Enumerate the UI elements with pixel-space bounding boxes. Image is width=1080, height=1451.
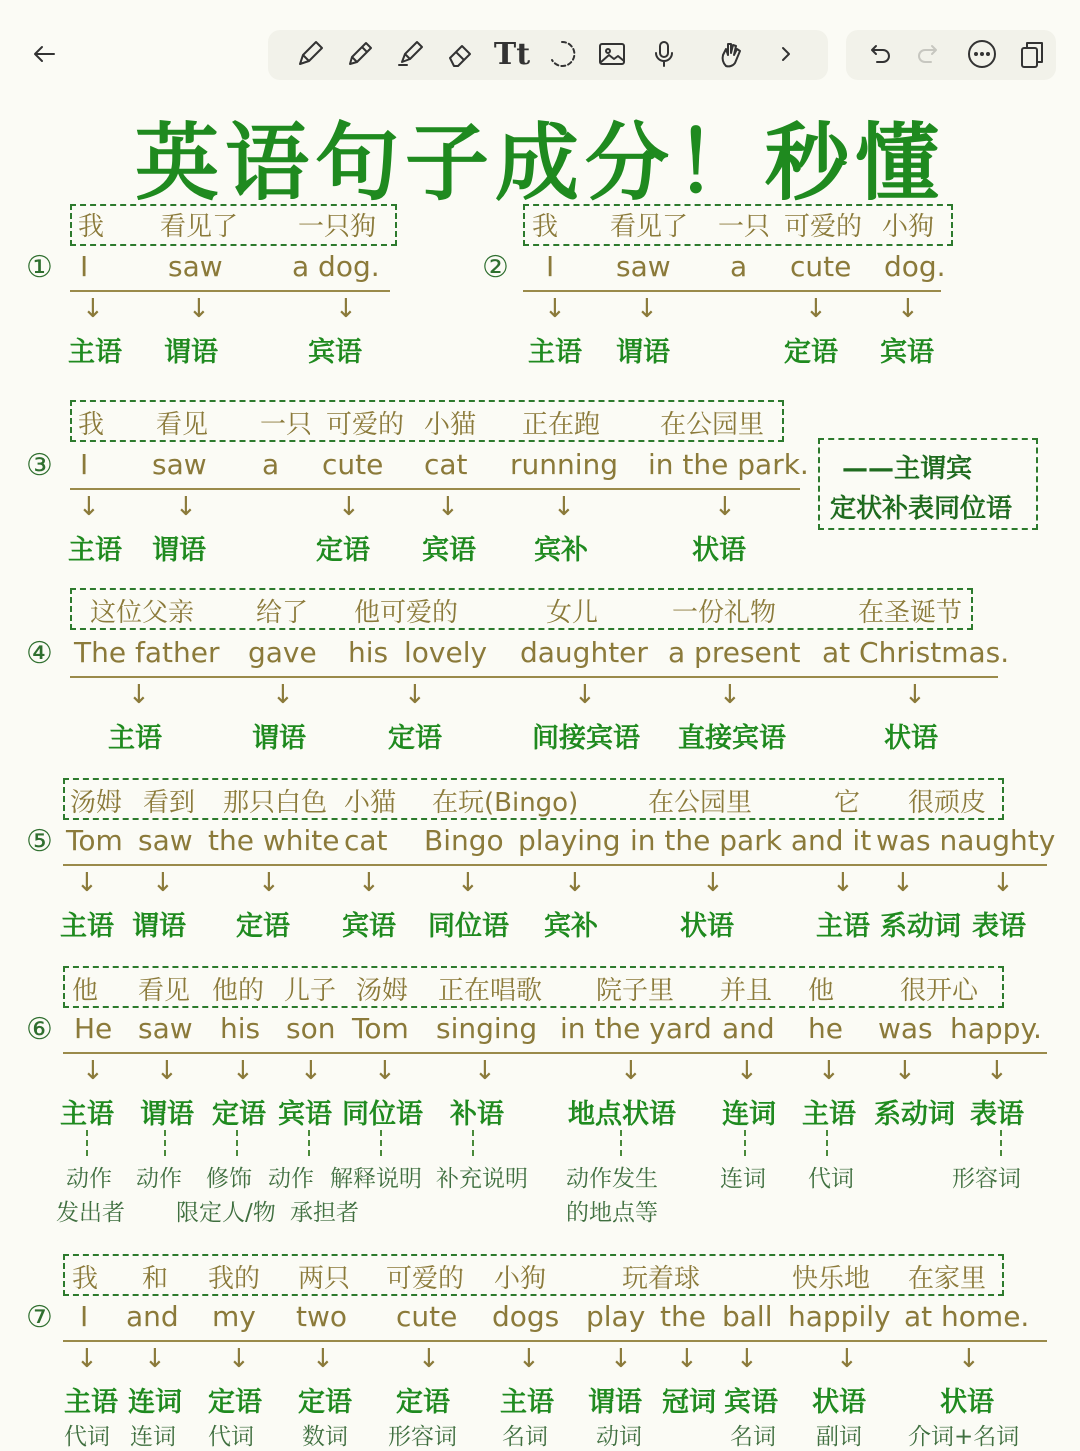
sentence-7-english-word: the [660, 1300, 706, 1333]
sentence-7-role-label: 冠词 [662, 1387, 716, 1418]
sentence-7-chinese-word: 在家里 [908, 1264, 987, 1294]
sentence-6-chinese-word: 并且 [720, 976, 773, 1006]
sentence-5-role-label: 状语 [680, 911, 734, 942]
down-arrow-icon: ↓ [719, 680, 741, 710]
sentence-7-note: 数词 [302, 1424, 348, 1450]
sentence-3-chinese-word: 看见 [156, 410, 209, 440]
sentence-4-role-label: 谓语 [252, 723, 306, 754]
sentence-4-role-label: 主语 [108, 723, 162, 754]
sentence-2-chinese-word: 小狗 [882, 212, 935, 242]
sentence-6-role-label: 地点状语 [568, 1099, 676, 1130]
microphone-icon[interactable] [646, 36, 682, 72]
sentence-6-note: 动作 [268, 1166, 314, 1192]
sentence-6-underline [63, 1052, 1047, 1054]
sentence-4-role-label: 定语 [388, 723, 442, 754]
sentence-5-role-label: 同位语 [428, 911, 509, 942]
sentence-6-english-word: was [878, 1012, 933, 1045]
sentence-3-role-label: 宾语 [422, 535, 476, 566]
sentence-5-english-word: the white [208, 824, 340, 857]
sentence-6-chinese-word: 正在唱歌 [438, 976, 543, 1006]
sentence-6-chinese-word: 他 [72, 976, 99, 1006]
dashed-connector [86, 1130, 88, 1156]
redo-icon[interactable] [912, 36, 948, 72]
text-tool-icon[interactable]: Tt [493, 36, 531, 72]
sentence-5-number: ⑤ [26, 824, 53, 859]
sentence-5-english-word: saw [138, 824, 193, 857]
sentence-2-role-label: 谓语 [616, 337, 670, 368]
down-arrow-icon: ↓ [636, 294, 658, 324]
sentence-3-role-label: 定语 [316, 535, 370, 566]
sentence-7-note: 代词 [208, 1424, 254, 1450]
sentence-2-chinese-word: 我 [532, 212, 559, 242]
back-arrow-icon[interactable] [26, 36, 62, 72]
chevron-right-icon[interactable] [768, 36, 804, 72]
sentence-6-note: 承担者 [290, 1200, 359, 1226]
sentence-4-role-label: 直接宾语 [678, 723, 786, 754]
sentence-7-role-label: 谓语 [588, 1387, 642, 1418]
sentence-5-chinese-word: 小猫 [344, 788, 397, 818]
sentence-3-chinese-word: 在公园里 [660, 410, 765, 440]
sentence-7-chinese-word: 我 [72, 1264, 99, 1294]
dashed-connector [620, 1130, 622, 1156]
down-arrow-icon: ↓ [518, 1344, 540, 1374]
sentence-6-english-word: and [722, 1012, 775, 1045]
sentence-6-role-label: 宾语 [278, 1099, 332, 1130]
down-arrow-icon: ↓ [736, 1056, 758, 1086]
down-arrow-icon: ↓ [958, 1344, 980, 1374]
sentence-4-english-word: a present [668, 636, 801, 669]
sentence-6-chinese-word: 院子里 [596, 976, 675, 1006]
sentence-5-role-label: 宾补 [544, 911, 598, 942]
dashed-connector [1000, 1130, 1002, 1156]
sentence-5-role-label: 主语 [816, 911, 870, 942]
down-arrow-icon: ↓ [564, 868, 586, 898]
sentence-5-chinese-word: 那只白色 [223, 788, 328, 818]
sentence-3-english-word: a [262, 448, 280, 481]
sentence-6-note: 形容词 [952, 1166, 1021, 1192]
down-arrow-icon: ↓ [986, 1056, 1008, 1086]
sentence-7-role-label: 状语 [812, 1387, 866, 1418]
sentence-6-note: 修饰 [206, 1166, 252, 1192]
sentence-3-role-label: 谓语 [152, 535, 206, 566]
sentence-3-underline [70, 488, 800, 490]
top-toolbar [0, 0, 1080, 108]
sentence-3-chinese-word: 正在跑 [522, 410, 601, 440]
sentence-6-english-word: in the yard [560, 1012, 712, 1045]
down-arrow-icon: ↓ [374, 1056, 396, 1086]
dashed-connector [380, 1130, 382, 1156]
sentence-6-english-word: happy. [950, 1012, 1042, 1045]
down-arrow-icon: ↓ [338, 492, 360, 522]
sentence-2-role-label: 主语 [528, 337, 582, 368]
sentence-7-english-word: ball [722, 1300, 773, 1333]
sentence-2-english-word: dog. [884, 250, 946, 283]
sentence-2-chinese-word: 可爱的 [784, 212, 863, 242]
sentence-5-role-label: 定语 [236, 911, 290, 942]
sentence-5-english-word: in the park and it [630, 824, 872, 857]
down-arrow-icon: ↓ [437, 492, 459, 522]
sentence-5-role-label: 宾语 [342, 911, 396, 942]
highlighter-icon[interactable] [392, 36, 428, 72]
sentence-5-english-word: Bingo [424, 824, 504, 857]
sentence-7-role-label: 宾语 [724, 1387, 778, 1418]
sentence-7-role-label: 主语 [500, 1387, 554, 1418]
dashed-connector [472, 1130, 474, 1156]
down-arrow-icon: ↓ [258, 868, 280, 898]
sentence-7-chinese-word: 玩着球 [622, 1264, 701, 1294]
sentence-3-chinese-word: 小猫 [424, 410, 477, 440]
sentence-6-english-word: his [220, 1012, 261, 1045]
sentence-4-underline [70, 676, 998, 678]
sentence-5-english-word: was naughty [876, 824, 1056, 857]
sentence-6-number: ⑥ [26, 1012, 53, 1047]
sentence-3-english-word: cute [322, 448, 384, 481]
sentence-4-number: ④ [26, 636, 53, 671]
sentence-3-number: ③ [26, 448, 53, 483]
sentence-7-role-label: 连词 [128, 1387, 182, 1418]
sentence-5-underline [63, 864, 1047, 866]
sentence-2-english-word: cute [790, 250, 852, 283]
sentence-1-underline [70, 290, 390, 292]
down-arrow-icon: ↓ [818, 1056, 840, 1086]
down-arrow-icon: ↓ [418, 1344, 440, 1374]
sentence-7-english-word: dogs [492, 1300, 560, 1333]
down-arrow-icon: ↓ [76, 868, 98, 898]
sentence-4-english-word: his [348, 636, 389, 669]
down-arrow-icon: ↓ [156, 1056, 178, 1086]
sentence-1-english-word: I [80, 250, 89, 283]
sentence-6-english-word: he [808, 1012, 843, 1045]
down-arrow-icon: ↓ [736, 1344, 758, 1374]
sentence-6-role-label: 系动词 [874, 1099, 955, 1130]
sentence-2-underline [523, 290, 941, 292]
sentence-1-role-label: 谓语 [164, 337, 218, 368]
sentence-7-note: 名词 [502, 1424, 548, 1450]
sentence-4-role-label: 间接宾语 [532, 723, 640, 754]
sentence-4-english-word: gave [248, 636, 317, 669]
dashed-connector [164, 1130, 166, 1156]
sentence-5-chinese-word: 在公园里 [648, 788, 753, 818]
sentence-4-chinese-word: 给了 [256, 598, 309, 628]
sentence-3-english-word: cat [424, 448, 468, 481]
sentence-3-role-label: 主语 [68, 535, 122, 566]
sentence-4-chinese-word: 他可爱的 [354, 598, 459, 628]
sentence-2-number: ② [482, 250, 509, 285]
sentence-6-note: 补充说明 [436, 1166, 528, 1192]
side-note-line2: 定状补表同位语 [830, 494, 1013, 524]
sentence-1-english-word: a dog. [292, 250, 380, 283]
sentence-6-note: 代词 [808, 1166, 854, 1192]
sentence-3-english-word: saw [152, 448, 207, 481]
down-arrow-icon: ↓ [620, 1056, 642, 1086]
down-arrow-icon: ↓ [474, 1056, 496, 1086]
down-arrow-icon: ↓ [82, 294, 104, 324]
sentence-5-role-label: 主语 [60, 911, 114, 942]
sentence-7-note: 代词 [64, 1424, 110, 1450]
sentence-6-chinese-word: 儿子 [284, 976, 337, 1006]
down-arrow-icon: ↓ [76, 1344, 98, 1374]
sentence-4-english-word: lovely [404, 636, 488, 669]
sentence-6-chinese-word: 他的 [212, 976, 265, 1006]
sentence-7-role-label: 定语 [396, 1387, 450, 1418]
sentence-6-english-word: singing [436, 1012, 538, 1045]
sentence-3-chinese-word: 我 [78, 410, 105, 440]
down-arrow-icon: ↓ [832, 868, 854, 898]
sentence-7-note: 介词+名词 [908, 1424, 1020, 1450]
sentence-6-role-label: 主语 [60, 1099, 114, 1130]
sentence-6-english-word: Tom [352, 1012, 409, 1045]
sentence-2-english-word: saw [616, 250, 671, 283]
down-arrow-icon: ↓ [128, 680, 150, 710]
sentence-2-role-label: 宾语 [880, 337, 934, 368]
sentence-7-english-word: and [126, 1300, 179, 1333]
sentence-7-chinese-word: 两只 [298, 1264, 351, 1294]
sentence-6-chinese-word: 看见 [138, 976, 191, 1006]
down-arrow-icon: ↓ [553, 492, 575, 522]
sentence-5-chinese-word: 很顽皮 [908, 788, 987, 818]
dashed-connector [744, 1130, 746, 1156]
sentence-5-role-label: 系动词 [880, 911, 961, 942]
sentence-5-chinese-word: 看到 [143, 788, 196, 818]
sentence-6-note: 解释说明 [330, 1166, 422, 1192]
sentence-6-role-label: 主语 [802, 1099, 856, 1130]
sentence-7-english-word: cute [396, 1300, 458, 1333]
sentence-7-note: 动词 [596, 1424, 642, 1450]
down-arrow-icon: ↓ [188, 294, 210, 324]
sentence-4-english-word: at Christmas. [822, 636, 1010, 669]
down-arrow-icon: ↓ [457, 868, 479, 898]
down-arrow-icon: ↓ [574, 680, 596, 710]
sentence-3-english-word: I [80, 448, 89, 481]
down-arrow-icon: ↓ [894, 1056, 916, 1086]
sentence-5-chinese-word: 汤姆 [70, 788, 123, 818]
down-arrow-icon: ↓ [152, 868, 174, 898]
down-arrow-icon: ↓ [82, 1056, 104, 1086]
sentence-1-chinese-word: 一只狗 [298, 212, 377, 242]
down-arrow-icon: ↓ [335, 294, 357, 324]
dashed-connector [236, 1130, 238, 1156]
sentence-5-english-word: playing [518, 824, 621, 857]
sentence-4-chinese-word: 女儿 [546, 598, 599, 628]
sentence-1-role-label: 主语 [68, 337, 122, 368]
sentence-1-role-label: 宾语 [308, 337, 362, 368]
sentence-6-english-word: son [286, 1012, 336, 1045]
down-arrow-icon: ↓ [312, 1344, 334, 1374]
down-arrow-icon: ↓ [544, 294, 566, 324]
sentence-3-role-label: 宾补 [534, 535, 588, 566]
sentence-7-english-word: my [212, 1300, 256, 1333]
dashed-connector [826, 1130, 828, 1156]
sentence-3-english-word: in the park. [648, 448, 809, 481]
hand-draw-icon[interactable] [714, 36, 750, 72]
side-note-line1: ——主谓宾 [842, 454, 973, 484]
sentence-7-note: 形容词 [388, 1424, 457, 1450]
down-arrow-icon: ↓ [702, 868, 724, 898]
sentence-6-chinese-word: 汤姆 [356, 976, 409, 1006]
eraser-icon[interactable] [442, 36, 478, 72]
sentence-5-english-word: Tom [66, 824, 123, 857]
sentence-6-note: 动作 [66, 1166, 112, 1192]
sentence-7-english-word: I [80, 1300, 89, 1333]
sentence-4-role-label: 状语 [884, 723, 938, 754]
sentence-6-role-label: 表语 [970, 1099, 1024, 1130]
down-arrow-icon: ↓ [904, 680, 926, 710]
down-arrow-icon: ↓ [358, 868, 380, 898]
sentence-4-english-word: The father [74, 636, 220, 669]
sentence-6-role-label: 定语 [212, 1099, 266, 1130]
sentence-6-role-label: 补语 [450, 1099, 504, 1130]
sentence-2-role-label: 定语 [784, 337, 838, 368]
down-arrow-icon: ↓ [805, 294, 827, 324]
sentence-6-note: 的地点等 [566, 1200, 658, 1226]
down-arrow-icon: ↓ [78, 492, 100, 522]
sentence-7-english-word: play [586, 1300, 646, 1333]
sentence-5-chinese-word: 它 [834, 788, 861, 818]
sentence-6-english-word: saw [138, 1012, 193, 1045]
sentence-6-note: 动作发生 [566, 1166, 658, 1192]
sentence-1-english-word: saw [168, 250, 223, 283]
sentence-4-chinese-box [70, 588, 973, 630]
sentence-7-role-label: 主语 [64, 1387, 118, 1418]
sentence-7-chinese-word: 快乐地 [792, 1264, 871, 1294]
page-title: 英语句子成分！秒懂 [134, 114, 945, 212]
sentence-5-role-label: 谓语 [132, 911, 186, 942]
down-arrow-icon: ↓ [992, 868, 1014, 898]
sentence-6-chinese-word: 很开心 [900, 976, 979, 1006]
sentence-7-role-label: 定语 [208, 1387, 262, 1418]
down-arrow-icon: ↓ [610, 1344, 632, 1374]
sentence-6-chinese-word: 他 [808, 976, 835, 1006]
down-arrow-icon: ↓ [892, 868, 914, 898]
sentence-2-chinese-word: 一只 [718, 212, 771, 242]
sentence-6-role-label: 同位语 [342, 1099, 423, 1130]
sentence-7-note: 副词 [816, 1424, 862, 1450]
sentence-4-chinese-word: 一份礼物 [672, 598, 777, 628]
sentence-7-chinese-word: 和 [142, 1264, 169, 1294]
sentence-1-chinese-word: 我 [78, 212, 105, 242]
sentence-7-english-word: at home. [904, 1300, 1030, 1333]
dashed-connector [308, 1130, 310, 1156]
down-arrow-icon: ↓ [175, 492, 197, 522]
sentence-1-number: ① [26, 250, 53, 285]
down-arrow-icon: ↓ [272, 680, 294, 710]
sentence-3-chinese-word: 一只 [260, 410, 313, 440]
down-arrow-icon: ↓ [714, 492, 736, 522]
sentence-4-english-word: daughter [520, 636, 648, 669]
down-arrow-icon: ↓ [228, 1344, 250, 1374]
sentence-7-underline [63, 1340, 1047, 1342]
sentence-7-note: 连词 [130, 1424, 176, 1450]
sentence-5-chinese-word: 在玩(Bingo) [432, 788, 579, 818]
sentence-6-role-label: 谓语 [140, 1099, 194, 1130]
sentence-6-note: 动作 [136, 1166, 182, 1192]
sentence-6-english-word: He [74, 1012, 113, 1045]
sentence-6-note: 限定人/物 [176, 1200, 276, 1226]
more-icon[interactable] [964, 36, 1000, 72]
pen-icon[interactable] [292, 36, 328, 72]
sentence-2-english-word: I [546, 250, 555, 283]
down-arrow-icon: ↓ [144, 1344, 166, 1374]
sentence-1-chinese-word: 看见了 [160, 212, 239, 242]
sentence-7-role-label: 定语 [298, 1387, 352, 1418]
down-arrow-icon: ↓ [300, 1056, 322, 1086]
down-arrow-icon: ↓ [676, 1344, 698, 1374]
sentence-7-chinese-word: 小狗 [494, 1264, 547, 1294]
down-arrow-icon: ↓ [404, 680, 426, 710]
sentence-4-chinese-word: 在圣诞节 [858, 598, 963, 628]
sentence-3-english-word: running [510, 448, 619, 481]
sentence-4-chinese-word: 这位父亲 [90, 598, 195, 628]
sentence-5-english-word: cat [344, 824, 388, 857]
sentence-7-chinese-word: 可爱的 [386, 1264, 465, 1294]
sentence-2-english-word: a [730, 250, 748, 283]
image-icon[interactable] [594, 36, 630, 72]
sentence-2-chinese-word: 看见了 [610, 212, 689, 242]
sentence-7-role-label: 状语 [940, 1387, 994, 1418]
down-arrow-icon: ↓ [232, 1056, 254, 1086]
sentence-3-chinese-word: 可爱的 [326, 410, 405, 440]
lasso-icon[interactable] [544, 36, 580, 72]
sentence-6-note: 发出者 [56, 1200, 125, 1226]
sentence-7-note: 名词 [730, 1424, 776, 1450]
sentence-7-english-word: happily [788, 1300, 891, 1333]
pages-icon[interactable] [1014, 36, 1050, 72]
down-arrow-icon: ↓ [836, 1344, 858, 1374]
pencil-icon[interactable] [342, 36, 378, 72]
sentence-6-role-label: 连词 [722, 1099, 776, 1130]
sentence-7-chinese-word: 我的 [208, 1264, 261, 1294]
sentence-5-role-label: 表语 [972, 911, 1026, 942]
sentence-7-english-word: two [296, 1300, 348, 1333]
sentence-7-number: ⑦ [26, 1300, 53, 1335]
sentence-6-note: 连词 [720, 1166, 766, 1192]
sentence-3-role-label: 状语 [692, 535, 746, 566]
down-arrow-icon: ↓ [897, 294, 919, 324]
undo-icon[interactable] [860, 36, 896, 72]
